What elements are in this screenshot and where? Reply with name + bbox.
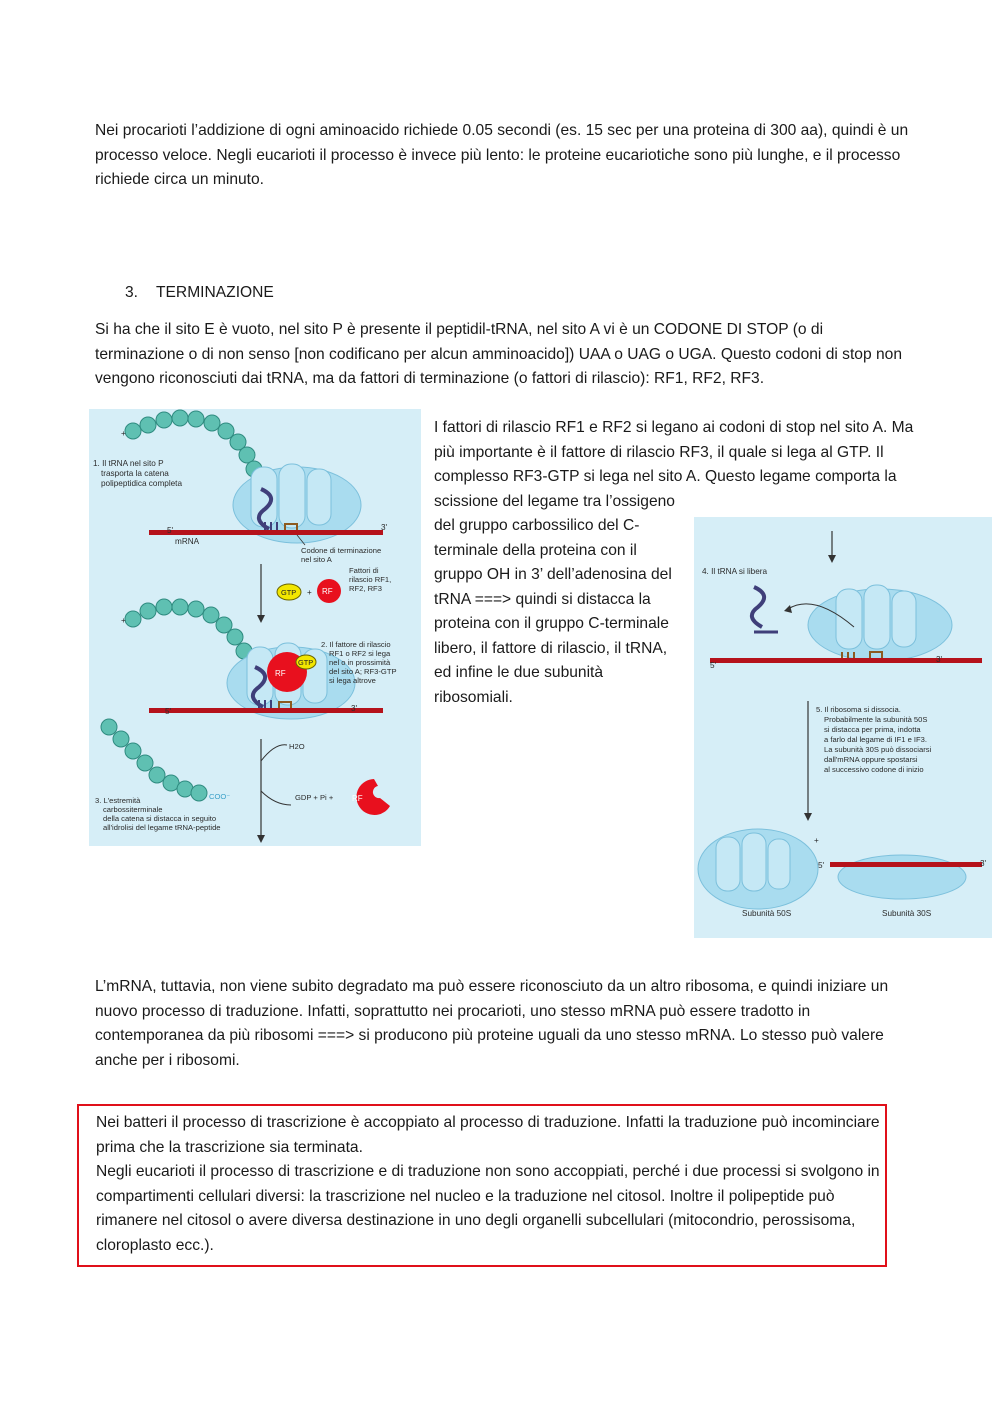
plus-label-1: + [121, 429, 126, 438]
termination-figure-left [89, 409, 421, 846]
step1-label: 1. Il tRNA nel sito P trasporta la catena polipeptidica completa [93, 459, 183, 488]
subunit-50s-label: Subunità 50S [742, 909, 792, 918]
step5-label: 5. Il ribosoma si dissocia. Probabilmente la subunità 50S si distacca per prima, indotta a farlo dal legame di IF1 e IF3. La subunità 30S può dissociarsi dall'mRNA oppure spostarsi al successivo codone di inizio [816, 705, 932, 774]
mrna-reuse-paragraph: L’mRNA, tuttavia, non viene subito degradato ma può essere riconosciuto da un altro ribosoma, e quindi iniziare un nuovo processo di traduzione. Infatti, soprattutto nei procarioti, uno stesso mRNA può essere tradotto in contemporanea da più ribosomi ===> si producono più proteine uguali da uno stesso mRNA. Lo stesso può valere anche per i ribosomi. [95, 978, 889, 1069]
h2o-label: H2O [289, 742, 305, 751]
five-prime-3: 5' [710, 661, 717, 670]
rf-label-3: RF [352, 794, 363, 803]
subunit-30s-label: Subunità 30S [882, 909, 932, 918]
gtp-label: GTP [281, 588, 297, 597]
intro-paragraph: Nei procarioti l’addizione di ogni aminoacido richiede 0.05 secondi (es. 15 sec per una proteina di 300 aa), quindi è un processo veloce. Negli eucarioti il processo è invece più lento: le proteine eucariotiche sono più lunghe, e il processo richiede circa un minuto. [95, 122, 909, 188]
rf-label-1: RF [322, 587, 333, 596]
release-factors-label: Fattori di rilascio RF1, RF2, RF3 [349, 566, 392, 593]
five-prime-4: 5' [818, 861, 825, 870]
trna-free [752, 587, 764, 627]
subunit-30s [838, 855, 966, 899]
gtp-label-2: GTP [298, 658, 314, 667]
mrna-strand-1 [149, 530, 383, 535]
highlight-box-text [96, 1111, 886, 1258]
mrna-strand-4 [830, 862, 982, 867]
three-prime-1: 3' [381, 523, 388, 532]
step3-label: 3. L'estremità carbossiterminale della catena si distacca in seguito all'idrolisi del legame tRNA-peptide [95, 796, 221, 832]
release-factors-text-wide: I fattori di rilascio RF1 e RF2 si legano ai codoni di stop nel sito A. Ma più importante è il fattore di rilascio RF3, il quale si lega al GTP. Il complesso RF3-GTP si lega nel sito A. Questo legame comporta la scissione del legame tra l’ossigeno [434, 419, 914, 510]
stop-codon-label: Codone di terminazione nel sito A [301, 546, 382, 564]
five-prime-1: 5' [167, 526, 174, 535]
termination-figure-right [694, 517, 992, 938]
three-prime-4: 3' [980, 859, 987, 868]
five-prime-2: 5' [165, 707, 172, 716]
box-paragraph-1: Nei batteri il processo di trascrizione è accoppiato al processo di traduzione. Infatti la traduzione può incominciare prima che la trascrizione sia terminata. [96, 1114, 880, 1156]
stop-codon-paragraph: Si ha che il sito E è vuoto, nel sito P è presente il peptidil-tRNA, nel sito A vi è un CODONE DI STOP (o di terminazione o di non senso [non codificano per alcun amminoacido]) UAA o UAG o UGA. Questo codoni di stop non vengono riconosciuti dai tRNA, ma da fattori di terminazione (o fattori di rilascio): RF1, RF2, RF3. [95, 321, 902, 387]
section-title: TERMINAZIONE [156, 284, 274, 301]
rf-label-2: RF [275, 669, 286, 678]
plus-label-gtp: + [307, 588, 312, 597]
subunit-50s [698, 829, 818, 909]
polypeptide-chain-released [101, 719, 207, 801]
step4-label: 4. Il tRNA si libera [702, 567, 768, 576]
plus-label-2: + [121, 616, 126, 625]
gdp-label: GDP + Pi + [295, 793, 334, 802]
highlight-box [77, 1104, 887, 1267]
step2-label: 2. Il fattore di rilascio RF1 o RF2 si lega nel o in prossimità del sito A; RF3-GTP si lega altrove [321, 640, 397, 685]
release-factors-text-narrow: del gruppo carbossilico del C-terminale della proteina con il gruppo OH in 3’ dell’adenosina del tRNA ===> quindi si distacca la proteina con il gruppo C-terminale libero, il fattore di rilascio, il tRNA, ed infine le due subunità ribosomiali. [434, 517, 672, 706]
three-prime-2: 3' [351, 704, 358, 713]
plus-label-right: + [814, 836, 819, 845]
coo-label: COO⁻ [209, 792, 231, 801]
mrna-label: mRNA [175, 537, 200, 546]
three-prime-3: 3' [936, 655, 943, 664]
ribosome-3 [808, 585, 952, 661]
section-number: 3. [125, 284, 139, 301]
section-heading [125, 281, 274, 306]
box-paragraph-2: Negli eucarioti il processo di trascrizione e di traduzione non sono accoppiati, perché i due processi si svolgono in compartimenti cellulari diversi: la trascrizione nel nucleo e la traduzione nel citosol. Inoltre il polipeptide può rimanere nel citosol o avere diversa destinazione in uno degli organelli subcellulari (mitocondrio, perossisoma, cloroplasto ecc.). [96, 1163, 880, 1254]
mrna-strand-2 [149, 708, 383, 713]
